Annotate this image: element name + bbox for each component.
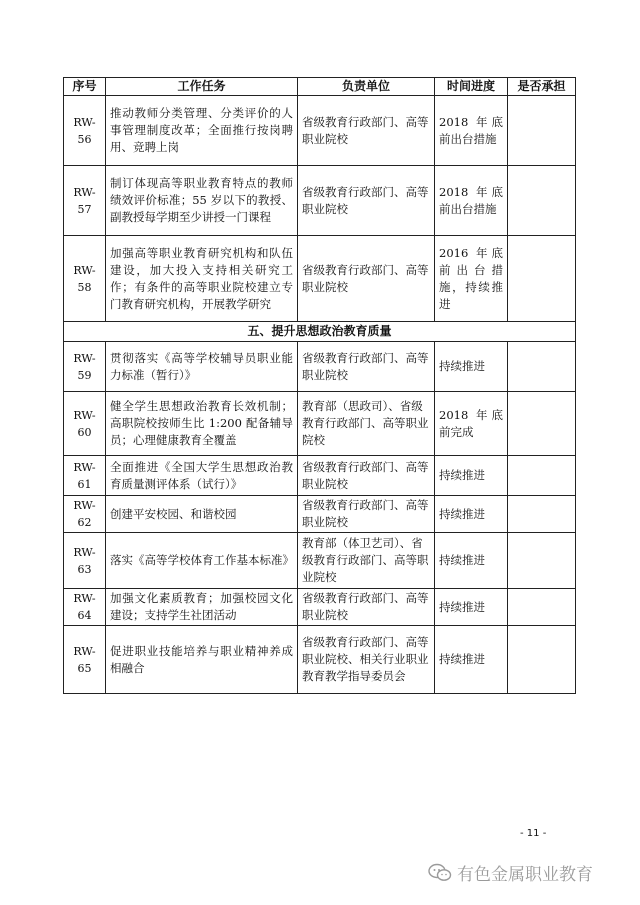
row-id: RW-57 bbox=[64, 166, 106, 236]
row-undertake-cell[interactable] bbox=[508, 456, 576, 496]
row-time: 持续推进 bbox=[435, 626, 508, 694]
row-undertake-cell[interactable] bbox=[508, 392, 576, 456]
row-time: 持续推进 bbox=[435, 496, 508, 533]
watermark-text: 有色金属职业教育 bbox=[457, 865, 593, 885]
row-undertake-cell[interactable] bbox=[508, 166, 576, 236]
row-undertake-cell[interactable] bbox=[508, 533, 576, 589]
row-task: 贯彻落实《高等学校辅导员职业能力标准（暂行）》 bbox=[106, 342, 298, 392]
row-undertake-cell[interactable] bbox=[508, 496, 576, 533]
row-undertake-cell[interactable] bbox=[508, 589, 576, 626]
row-unit: 省级教育行政部门、高等职业院校 bbox=[298, 96, 435, 166]
row-time: 持续推进 bbox=[435, 342, 508, 392]
row-task: 落实《高等学校体育工作基本标准》 bbox=[106, 533, 298, 589]
row-task: 健全学生思想政治教育长效机制；高职院校按师生比 1:200 配备辅导员；心理健康教育全覆盖 bbox=[106, 392, 298, 456]
header-time: 时间进度 bbox=[435, 78, 508, 96]
row-time: 2018 年底前出台措施 bbox=[435, 96, 508, 166]
row-undertake-cell[interactable] bbox=[508, 96, 576, 166]
row-id: RW-56 bbox=[64, 96, 106, 166]
row-task: 加强文化素质教育；加强校园文化建设；支持学生社团活动 bbox=[106, 589, 298, 626]
row-id: RW-61 bbox=[64, 456, 106, 496]
row-unit: 省级教育行政部门、高等职业院校 bbox=[298, 496, 435, 533]
header-unit: 负责单位 bbox=[298, 78, 435, 96]
wechat-icon bbox=[428, 863, 452, 883]
row-task: 全面推进《全国大学生思想政治教育质量测评体系（试行）》 bbox=[106, 456, 298, 496]
row-unit: 省级教育行政部门、高等职业院校 bbox=[298, 236, 435, 322]
row-id: RW-62 bbox=[64, 496, 106, 533]
table-row bbox=[64, 166, 576, 236]
row-time: 持续推进 bbox=[435, 456, 508, 496]
row-undertake-cell[interactable] bbox=[508, 342, 576, 392]
table-row bbox=[64, 589, 576, 626]
row-id: RW-59 bbox=[64, 342, 106, 392]
row-unit: 省级教育行政部门、高等职业院校 bbox=[298, 342, 435, 392]
table-row bbox=[64, 342, 576, 392]
section-row bbox=[64, 322, 576, 342]
table-row bbox=[64, 96, 576, 166]
header-id: 序号 bbox=[64, 78, 106, 96]
table-row bbox=[64, 456, 576, 496]
row-unit: 教育部（体卫艺司）、省级教育行政部门、高等职业院校 bbox=[298, 533, 435, 589]
row-task: 制订体现高等职业教育特点的教师绩效评价标准；55 岁以下的教授、副教授每学期至少讲授一门课程 bbox=[106, 166, 298, 236]
row-time: 2018 年底前出台措施 bbox=[435, 166, 508, 236]
row-id: RW-60 bbox=[64, 392, 106, 456]
table-header-row bbox=[64, 78, 576, 96]
row-time: 2016 年底前出台措施，持续推进 bbox=[435, 236, 508, 322]
row-id: RW-64 bbox=[64, 589, 106, 626]
row-task: 创建平安校园、和谐校园 bbox=[106, 496, 298, 533]
row-unit: 省级教育行政部门、高等职业院校 bbox=[298, 456, 435, 496]
row-undertake-cell[interactable] bbox=[508, 626, 576, 694]
row-id: RW-63 bbox=[64, 533, 106, 589]
row-unit: 教育部（思政司）、省级教育行政部门、高等职业院校 bbox=[298, 392, 435, 456]
row-id: RW-58 bbox=[64, 236, 106, 322]
row-unit: 省级教育行政部门、高等职业院校 bbox=[298, 589, 435, 626]
row-id: RW-65 bbox=[64, 626, 106, 694]
row-time: 持续推进 bbox=[435, 533, 508, 589]
row-unit: 省级教育行政部门、高等职业院校 bbox=[298, 166, 435, 236]
table-row bbox=[64, 496, 576, 533]
row-task: 推动教师分类管理、分类评价的人事管理制度改革；全面推行按岗聘用、竞聘上岗 bbox=[106, 96, 298, 166]
table-row bbox=[64, 236, 576, 322]
row-task: 加强高等职业教育研究机构和队伍建设，加大投入支持相关研究工作；有条件的高等职业院校建立专门教育研究机构，开展教学研究 bbox=[106, 236, 298, 322]
watermark bbox=[428, 860, 593, 885]
row-unit: 省级教育行政部门、高等职业院校、相关行业职业教育教学指导委员会 bbox=[298, 626, 435, 694]
page-number: - 11 - bbox=[520, 828, 547, 839]
table-row bbox=[64, 533, 576, 589]
row-undertake-cell[interactable] bbox=[508, 236, 576, 322]
row-time: 2018 年底前完成 bbox=[435, 392, 508, 456]
row-time: 持续推进 bbox=[435, 589, 508, 626]
table-row bbox=[64, 392, 576, 456]
task-table bbox=[63, 77, 576, 694]
header-undertake: 是否承担 bbox=[508, 78, 576, 96]
header-task: 工作任务 bbox=[106, 78, 298, 96]
table-row bbox=[64, 626, 576, 694]
row-task: 促进职业技能培养与职业精神养成相融合 bbox=[106, 626, 298, 694]
section-title: 五、提升思想政治教育质量 bbox=[64, 322, 576, 342]
